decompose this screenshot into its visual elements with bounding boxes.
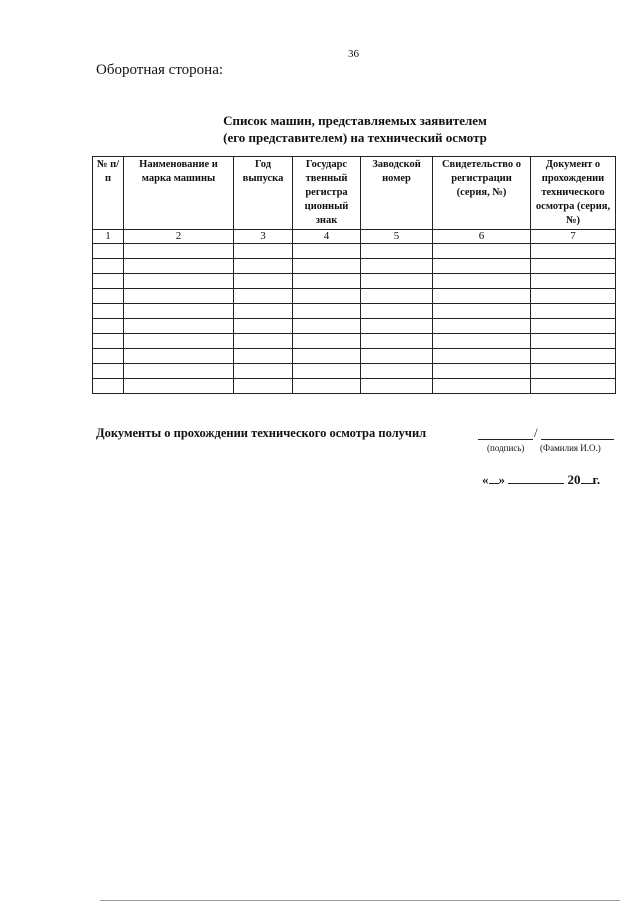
table-cell[interactable] <box>93 244 124 259</box>
header-cell-certificate: Свидетельство о регистрации (серия, №) <box>433 157 531 230</box>
date-open-quote: « <box>482 472 489 487</box>
table-cell[interactable] <box>293 289 361 304</box>
table-cell[interactable] <box>361 334 433 349</box>
table-cell[interactable] <box>234 349 293 364</box>
table-row <box>93 244 616 259</box>
header-cell-name: Наименование и марка машины <box>124 157 234 230</box>
table-cell[interactable] <box>234 289 293 304</box>
table-cell[interactable] <box>234 274 293 289</box>
signature-line[interactable] <box>478 439 533 440</box>
table-cell[interactable] <box>531 349 616 364</box>
table-row <box>93 349 616 364</box>
date-close-quote: » <box>498 472 505 487</box>
table-cell[interactable] <box>93 289 124 304</box>
table-cell[interactable] <box>234 259 293 274</box>
table-cell[interactable] <box>293 274 361 289</box>
page-number: 36 <box>348 48 359 60</box>
table-cell[interactable] <box>361 244 433 259</box>
table-cell[interactable] <box>433 244 531 259</box>
table-cell[interactable] <box>531 259 616 274</box>
table-cell[interactable] <box>234 319 293 334</box>
table-cell[interactable] <box>93 379 124 394</box>
table-row <box>93 304 616 319</box>
table-cell[interactable] <box>293 334 361 349</box>
received-by-label: Документы о прохождении технического осмотра получил <box>96 426 427 440</box>
table-cell[interactable] <box>293 364 361 379</box>
title-line-1: Список машин, представляемых заявителем <box>223 113 487 128</box>
table-cell[interactable] <box>124 364 234 379</box>
table-cell[interactable] <box>124 379 234 394</box>
header-row <box>93 157 616 230</box>
table-cell[interactable] <box>93 319 124 334</box>
table-cell[interactable] <box>93 364 124 379</box>
table-cell[interactable] <box>361 304 433 319</box>
column-number: 7 <box>531 230 616 244</box>
table-cell[interactable] <box>361 364 433 379</box>
date-line <box>482 471 600 488</box>
table-cell[interactable] <box>531 334 616 349</box>
header-cell-inspection-document: Документ о прохождении технического осмотра (серия, №) <box>531 157 616 230</box>
table-cell[interactable] <box>124 259 234 274</box>
table-cell[interactable] <box>234 304 293 319</box>
header-cell-year: Год выпуска <box>234 157 293 230</box>
title-line-2: (его представителем) на технический осмотр <box>223 130 487 145</box>
table-cell[interactable] <box>531 364 616 379</box>
table-cell[interactable] <box>531 289 616 304</box>
table-cell[interactable] <box>124 274 234 289</box>
table-row <box>93 289 616 304</box>
table-cell[interactable] <box>433 334 531 349</box>
header-cell-number: № п/п <box>93 157 124 230</box>
table-cell[interactable] <box>124 319 234 334</box>
table-cell[interactable] <box>361 274 433 289</box>
table-row <box>93 379 616 394</box>
table-cell[interactable] <box>433 274 531 289</box>
table-cell[interactable] <box>124 244 234 259</box>
table-cell[interactable] <box>433 319 531 334</box>
table-cell[interactable] <box>93 349 124 364</box>
table-cell[interactable] <box>361 289 433 304</box>
table-cell[interactable] <box>293 259 361 274</box>
table-cell[interactable] <box>293 319 361 334</box>
table-cell[interactable] <box>361 379 433 394</box>
table-cell[interactable] <box>293 244 361 259</box>
machines-table <box>92 156 616 394</box>
table-row <box>93 274 616 289</box>
table-cell[interactable] <box>293 349 361 364</box>
table-cell[interactable] <box>234 364 293 379</box>
column-number: 1 <box>93 230 124 244</box>
header-cell-serial-number: Заводской номер <box>361 157 433 230</box>
column-number: 4 <box>293 230 361 244</box>
table-row <box>93 319 616 334</box>
table-cell[interactable] <box>433 304 531 319</box>
month-blank[interactable] <box>508 471 564 484</box>
table-cell[interactable] <box>93 259 124 274</box>
table-cell[interactable] <box>433 379 531 394</box>
column-number: 3 <box>234 230 293 244</box>
table-cell[interactable] <box>433 349 531 364</box>
table-cell[interactable] <box>433 289 531 304</box>
table-cell[interactable] <box>531 319 616 334</box>
table-cell[interactable] <box>531 244 616 259</box>
table-cell[interactable] <box>234 244 293 259</box>
table-cell[interactable] <box>361 259 433 274</box>
page-bottom-rule <box>100 900 620 901</box>
column-number: 2 <box>124 230 234 244</box>
table-cell[interactable] <box>93 304 124 319</box>
table-cell[interactable] <box>124 304 234 319</box>
name-hint: (Фамилия И.О.) <box>540 443 601 453</box>
table-cell[interactable] <box>124 349 234 364</box>
year-blank[interactable] <box>581 471 593 484</box>
table-cell[interactable] <box>293 379 361 394</box>
name-line[interactable] <box>541 439 614 440</box>
table-cell[interactable] <box>234 334 293 349</box>
side-label: Оборотная сторона: <box>96 62 224 78</box>
table-cell[interactable] <box>124 289 234 304</box>
table-cell[interactable] <box>234 379 293 394</box>
table-cell[interactable] <box>531 304 616 319</box>
column-number-row <box>93 230 616 244</box>
table-cell[interactable] <box>124 334 234 349</box>
header-cell-registration-plate: Государс твенный регистра ционный знак <box>293 157 361 230</box>
table-cell[interactable] <box>433 259 531 274</box>
table-row <box>93 259 616 274</box>
year-prefix: 20 <box>567 472 581 487</box>
table-title <box>0 112 640 146</box>
column-number: 6 <box>433 230 531 244</box>
table-cell[interactable] <box>531 379 616 394</box>
table-cell[interactable] <box>361 349 433 364</box>
signature-separator: / <box>534 425 538 440</box>
table-cell[interactable] <box>531 274 616 289</box>
table-cell[interactable] <box>293 304 361 319</box>
table-cell[interactable] <box>361 319 433 334</box>
table-cell[interactable] <box>93 334 124 349</box>
day-blank[interactable] <box>489 471 499 484</box>
signature-hint: (подпись) <box>487 443 525 453</box>
table-cell[interactable] <box>93 274 124 289</box>
table-cell[interactable] <box>433 364 531 379</box>
year-suffix: г. <box>592 472 601 487</box>
table-row <box>93 334 616 349</box>
column-number: 5 <box>361 230 433 244</box>
table-row <box>93 364 616 379</box>
